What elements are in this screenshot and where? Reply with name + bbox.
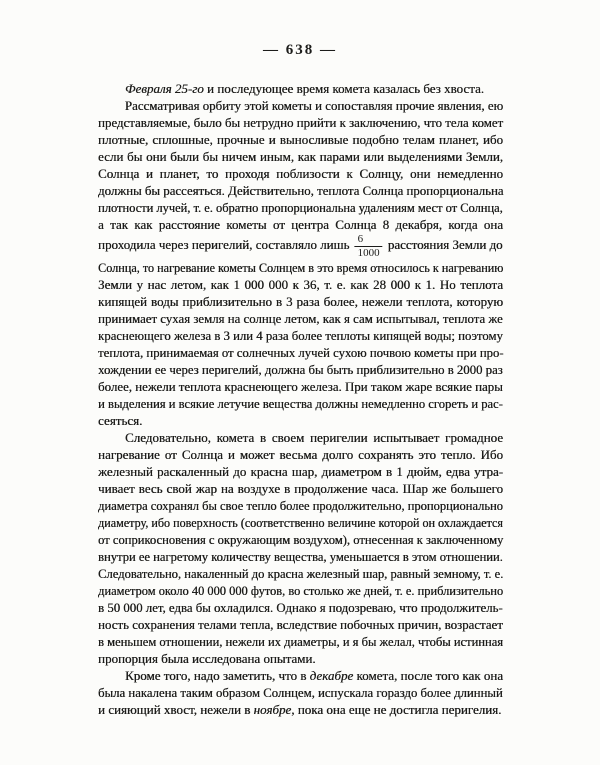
- page-body: [98, 80, 503, 718]
- text-segment: нагревание от Солнца и может весьма долго сохранять это тепло. Ибо: [98, 447, 503, 463]
- text-segment: проходила через перигелий, составляло лишь: [98, 237, 350, 253]
- text-segment: железный раскаленный до красна шар, диаметром в 1 дюйм, едва утра-: [98, 464, 503, 480]
- text-segment: Солнца и планет, то проходя поблизости к Солнцу, они немедленно: [98, 166, 503, 181]
- text-line: [98, 633, 503, 650]
- text-line: [98, 80, 503, 97]
- text-segment: ноябре: [253, 702, 292, 718]
- text-segment: , пока она еще не достигла перигелия.: [291, 702, 502, 718]
- text-line: [98, 684, 503, 701]
- text-line: [98, 344, 504, 361]
- text-line: [98, 233, 502, 259]
- text-segment: диаметру, ибо поверхность (соответственно величине которой он охлаждается: [98, 515, 503, 531]
- text-segment: диаметра сохранял бы свое тепло более продолжительно, пропорционально: [98, 498, 503, 514]
- text-line: [98, 667, 503, 684]
- text-segment: и сияющий хвост, нежели в: [98, 702, 254, 718]
- text-line: [98, 463, 503, 480]
- text-line: [98, 378, 503, 395]
- text-line: [98, 565, 504, 582]
- paragraph: [98, 667, 503, 718]
- text-segment: и последующее время комета казалась без хвоста.: [203, 81, 484, 96]
- text-line: [98, 293, 503, 310]
- text-segment: Февраля 25-го: [125, 81, 204, 96]
- text-line: [98, 199, 503, 216]
- text-segment: Солнца, то нагревание кометы Солнцем в это время относилось к нагреванию: [98, 260, 504, 276]
- text-line: [98, 514, 503, 531]
- text-segment: хождении ее через перигелий, должна бы быть приблизительно в 2000 раз: [98, 362, 503, 378]
- text-segment: теплота, принимаемая от солнечных лучей сухою почвою кометы при про-: [98, 345, 504, 361]
- text-segment: плотности лучей, т. е. обратно пропорциональна удалениям мест от Солнца,: [98, 200, 503, 215]
- text-segment: расстояния Земли до: [387, 237, 503, 253]
- text-line: [98, 548, 503, 565]
- paragraph: [98, 80, 503, 97]
- text-line: [98, 701, 503, 718]
- text-segment: в 50 000 лет, едва бы охладился. Однако я подозреваю, что продолжитель-: [98, 600, 503, 616]
- text-line: [98, 650, 503, 667]
- text-line: [98, 582, 504, 599]
- page-number: — 638 —: [263, 42, 337, 58]
- paragraph: [98, 97, 503, 429]
- text-line: [98, 310, 503, 327]
- text-segment: декабре: [309, 668, 354, 684]
- text-segment: должны бы рассеяться. Действительно, теплота Солнца пропорциональна: [98, 183, 504, 198]
- fraction: [355, 233, 383, 259]
- text-segment: принимает сухая земля на солнце летом, как я сам испытывал, теплота же: [98, 311, 503, 327]
- text-line: [98, 395, 503, 412]
- text-segment: комета, после того как она: [353, 668, 503, 684]
- text-segment: и выделения и всякие летучие вещества должны немедленно сгореть и рас-: [98, 396, 503, 412]
- text-line: [98, 599, 503, 616]
- text-segment: внутри ее нагретому количеству вещества, уменьшается в этом отношении.: [98, 549, 503, 565]
- text-segment: более, нежели теплота краснеющего железа. При таком жаре всякие пары: [98, 379, 503, 395]
- text-segment: Следовательно, комета в своем перигелии испытывает громадное: [125, 430, 503, 446]
- text-segment: диаметром около 40 000 000 футов, во столько же дней, т. е. приблизительно: [98, 583, 504, 599]
- text-segment: а так как расстояние кометы от центра Солнца 8 декабря, когда она: [98, 217, 503, 232]
- text-line: [98, 148, 503, 165]
- text-line: [98, 276, 503, 293]
- text-segment: представляемые, было бы нетрудно прийти к заключению, что тела комет: [98, 115, 504, 130]
- text-segment: в меньшем отношении, нежели их диаметры, и я бы желал, чтобы истинная: [98, 634, 503, 650]
- text-line: [98, 429, 503, 446]
- text-line: [98, 216, 503, 233]
- text-segment: пропорция была исследована опытами.: [98, 651, 316, 667]
- text-line: [98, 361, 503, 378]
- text-segment: чивает весь свой жар на воздухе в продолжение часа. Шар же большего: [98, 481, 503, 497]
- text-line: [98, 446, 503, 463]
- text-segment: краснеющего железа в 3 или 4 раза более теплоты кипящей воды; поэтому: [98, 328, 503, 344]
- text-segment: Земли у нас летом, как 1 000 000 к 36, т. е. как 28 000 к 1. Но теплота: [98, 277, 503, 293]
- text-line: [98, 497, 503, 514]
- text-segment: от соприкосновения с окружающим воздухом), отнесенная к заключенному: [98, 532, 504, 548]
- fraction-denominator: 1000: [355, 246, 383, 260]
- text-line: [98, 97, 504, 114]
- paragraph: [98, 429, 503, 667]
- text-line: [98, 412, 503, 429]
- text-line: [98, 259, 504, 276]
- text-segment: ность сохранения телами тепла, вследствие побочных причин, возрастает: [98, 617, 503, 633]
- text-line: [98, 165, 503, 182]
- text-line: [98, 182, 504, 199]
- text-line: [98, 114, 504, 131]
- fraction-numerator: 6: [357, 233, 364, 245]
- text-segment: кипящей воды приблизительно в 3 раза более, нежели теплота, которую: [98, 294, 503, 310]
- text-line: [98, 327, 503, 344]
- text-segment: если бы они были бы ничем иным, как парами или выделениями Земли,: [98, 149, 503, 164]
- text-line: [98, 531, 504, 548]
- text-segment: была накалена таким образом Солнцем, испускала гораздо более длинный: [98, 685, 503, 701]
- text-segment: Следовательно, накаленный до красна железный шар, равный земному, т. е.: [98, 566, 504, 582]
- text-line: [98, 131, 503, 148]
- text-line: [98, 480, 503, 497]
- text-segment: Рассматривая орбиту этой кометы и сопоставляя прочие явления, ею: [124, 98, 504, 113]
- text-segment: плотные, сплошные, прочные и выносливые подобно телам планет, ибо: [98, 132, 503, 147]
- text-segment: сеяться.: [98, 413, 143, 429]
- text-line: [98, 616, 503, 633]
- text-segment: Кроме того, надо заметить, что в: [125, 668, 310, 684]
